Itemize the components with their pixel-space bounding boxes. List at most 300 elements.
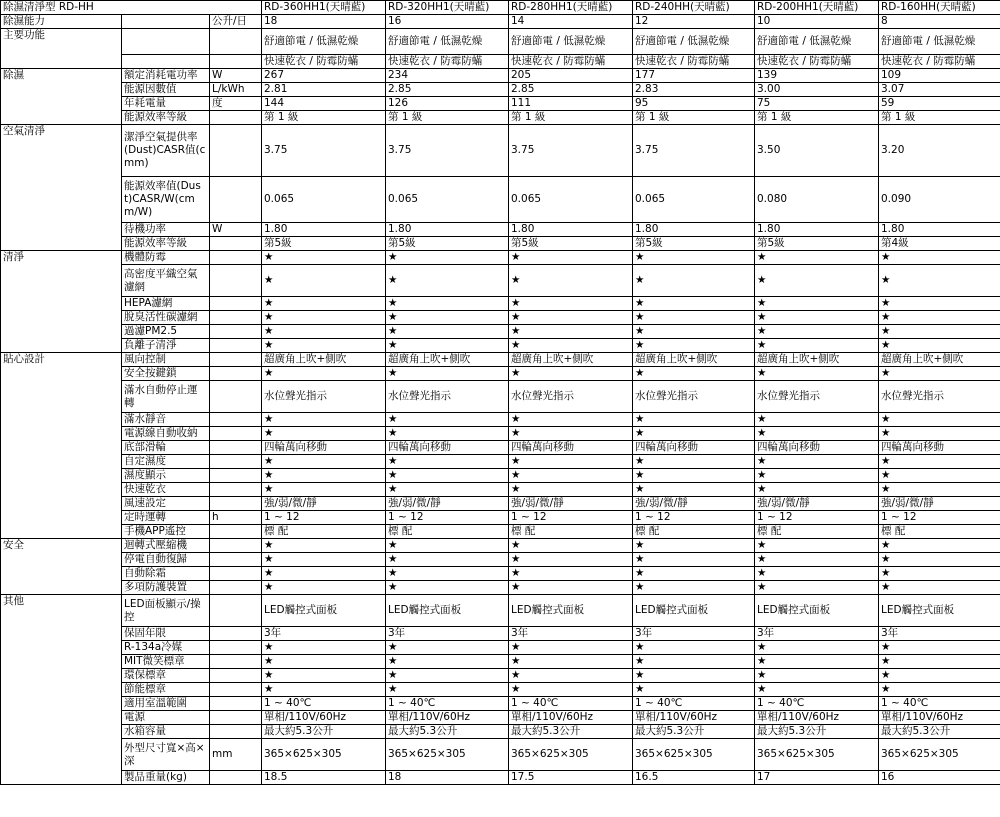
unit-cell: h xyxy=(210,511,262,525)
item-cell: 額定消耗電功率 xyxy=(122,69,210,83)
value-cell: 1 ~ 40℃ xyxy=(509,697,633,711)
value-cell: ★ xyxy=(879,567,1000,581)
value-cell: 365×625×305 xyxy=(509,739,633,771)
value-cell: 第 1 級 xyxy=(633,111,755,125)
value-cell: 四輪萬向移動 xyxy=(262,441,386,455)
value-cell: 第 1 級 xyxy=(386,111,509,125)
item-cell: 負離子清淨 xyxy=(122,339,210,353)
value-cell: ★ xyxy=(755,683,879,697)
value-cell: 3年 xyxy=(509,627,633,641)
value-cell: 2.85 xyxy=(386,83,509,97)
spec-row xyxy=(1,627,1000,641)
item-cell: 水箱容量 xyxy=(122,725,210,739)
item-cell: 濕度顯示 xyxy=(122,469,210,483)
value-cell: ★ xyxy=(262,325,386,339)
value-cell: ★ xyxy=(386,367,509,381)
category-cell: 空氣清淨 xyxy=(1,125,122,251)
value-cell: 第5級 xyxy=(633,237,755,251)
spec-row xyxy=(1,581,1000,595)
value-cell: 16.5 xyxy=(633,771,755,785)
unit-cell xyxy=(210,455,262,469)
value-cell: ★ xyxy=(386,251,509,265)
value-cell: ★ xyxy=(509,581,633,595)
item-cell: 年耗電量 xyxy=(122,97,210,111)
value-cell: 3.75 xyxy=(262,125,386,177)
unit-cell xyxy=(210,539,262,553)
value-cell: 第 1 級 xyxy=(879,111,1000,125)
value-cell: 365×625×305 xyxy=(879,739,1000,771)
value-cell: 單相/110V/60Hz xyxy=(509,711,633,725)
item-cell: 自定濕度 xyxy=(122,455,210,469)
model-header: RD-320HH1(天晴藍) xyxy=(386,1,509,15)
spec-row xyxy=(1,125,1000,177)
value-cell: 3.07 xyxy=(879,83,1000,97)
unit-cell xyxy=(210,29,262,55)
value-cell: ★ xyxy=(879,581,1000,595)
unit-cell xyxy=(210,771,262,785)
item-cell: HEPA濾網 xyxy=(122,297,210,311)
spec-row xyxy=(1,55,1000,69)
spec-row xyxy=(1,29,1000,55)
value-cell: 超廣角上吹+側吹 xyxy=(509,353,633,367)
header-row xyxy=(1,1,1000,15)
value-cell: ★ xyxy=(633,669,755,683)
item-cell: 脫臭活性碳濾網 xyxy=(122,311,210,325)
value-cell: ★ xyxy=(386,641,509,655)
unit-cell xyxy=(210,483,262,497)
value-cell: ★ xyxy=(879,265,1000,297)
value-cell: 快速乾衣 / 防霉防蟎 xyxy=(879,55,1000,69)
spec-row xyxy=(1,697,1000,711)
value-cell: ★ xyxy=(879,641,1000,655)
spec-row xyxy=(1,483,1000,497)
value-cell: ★ xyxy=(633,251,755,265)
spec-row xyxy=(1,655,1000,669)
value-cell: 超廣角上吹+側吹 xyxy=(262,353,386,367)
value-cell: LED觸控式面板 xyxy=(509,595,633,627)
value-cell: 舒適節電 / 低濕乾燥 xyxy=(509,29,633,55)
value-cell: ★ xyxy=(755,669,879,683)
value-cell: 0.090 xyxy=(879,177,1000,223)
unit-cell xyxy=(210,237,262,251)
value-cell: ★ xyxy=(633,265,755,297)
value-cell: ★ xyxy=(386,427,509,441)
value-cell: 1 ~ 12 xyxy=(879,511,1000,525)
unit-cell xyxy=(210,353,262,367)
value-cell: ★ xyxy=(633,339,755,353)
value-cell: 最大約5.3公升 xyxy=(633,725,755,739)
value-cell: 1 ~ 12 xyxy=(509,511,633,525)
unit-cell xyxy=(210,177,262,223)
value-cell: ★ xyxy=(879,469,1000,483)
value-cell: 舒適節電 / 低濕乾燥 xyxy=(262,29,386,55)
value-cell: ★ xyxy=(509,469,633,483)
value-cell: 第5級 xyxy=(755,237,879,251)
spec-row xyxy=(1,455,1000,469)
item-cell: MIT微笑標章 xyxy=(122,655,210,669)
spec-row xyxy=(1,539,1000,553)
unit-cell xyxy=(210,441,262,455)
item-cell: 能源效率等級 xyxy=(122,237,210,251)
value-cell: 水位聲光指示 xyxy=(262,381,386,413)
value-cell: ★ xyxy=(633,325,755,339)
value-cell: ★ xyxy=(262,251,386,265)
item-cell: 能源效率等級 xyxy=(122,111,210,125)
value-cell: ★ xyxy=(509,413,633,427)
value-cell: 3.75 xyxy=(509,125,633,177)
item-cell xyxy=(122,29,210,55)
unit-cell xyxy=(210,413,262,427)
spec-row xyxy=(1,223,1000,237)
value-cell: 超廣角上吹+側吹 xyxy=(755,353,879,367)
value-cell: ★ xyxy=(262,553,386,567)
unit-cell xyxy=(210,553,262,567)
spec-row xyxy=(1,69,1000,83)
spec-row xyxy=(1,15,1000,29)
value-cell: 水位聲光指示 xyxy=(633,381,755,413)
value-cell: ★ xyxy=(633,553,755,567)
value-cell: 強/弱/微/靜 xyxy=(755,497,879,511)
value-cell: ★ xyxy=(386,655,509,669)
value-cell: ★ xyxy=(755,413,879,427)
value-cell: 17.5 xyxy=(509,771,633,785)
value-cell: 最大約5.3公升 xyxy=(386,725,509,739)
category-cell: 安全 xyxy=(1,539,122,595)
spec-row xyxy=(1,511,1000,525)
unit-cell xyxy=(210,655,262,669)
value-cell: LED觸控式面板 xyxy=(386,595,509,627)
value-cell: ★ xyxy=(386,539,509,553)
value-cell: ★ xyxy=(262,455,386,469)
value-cell: ★ xyxy=(633,367,755,381)
value-cell: ★ xyxy=(509,297,633,311)
spec-row xyxy=(1,97,1000,111)
value-cell: 17 xyxy=(755,771,879,785)
value-cell: ★ xyxy=(633,427,755,441)
value-cell: 267 xyxy=(262,69,386,83)
item-cell: 製品重量(kg) xyxy=(122,771,210,785)
value-cell: 標 配 xyxy=(509,525,633,539)
item-cell: 電源 xyxy=(122,711,210,725)
value-cell: 四輪萬向移動 xyxy=(386,441,509,455)
item-cell: 高密度平織空氣濾網 xyxy=(122,265,210,297)
value-cell: ★ xyxy=(262,297,386,311)
value-cell: 1 ~ 12 xyxy=(755,511,879,525)
item-cell: 手機APP遙控 xyxy=(122,525,210,539)
unit-cell xyxy=(210,567,262,581)
unit-cell xyxy=(210,297,262,311)
value-cell: 2.85 xyxy=(509,83,633,97)
unit-cell: mm xyxy=(210,739,262,771)
value-cell: 1.80 xyxy=(509,223,633,237)
value-cell: ★ xyxy=(755,567,879,581)
value-cell: 四輪萬向移動 xyxy=(879,441,1000,455)
spec-row xyxy=(1,497,1000,511)
unit-cell xyxy=(210,669,262,683)
value-cell: ★ xyxy=(633,469,755,483)
spec-row xyxy=(1,469,1000,483)
value-cell: ★ xyxy=(262,311,386,325)
value-cell: ★ xyxy=(509,325,633,339)
item-cell: 節能標章 xyxy=(122,683,210,697)
value-cell: 1.80 xyxy=(879,223,1000,237)
value-cell: 177 xyxy=(633,69,755,83)
spec-row xyxy=(1,711,1000,725)
item-cell: 快速乾衣 xyxy=(122,483,210,497)
value-cell: ★ xyxy=(879,413,1000,427)
unit-cell xyxy=(210,265,262,297)
value-cell: 1.80 xyxy=(755,223,879,237)
value-cell: 1 ~ 12 xyxy=(386,511,509,525)
value-cell: 單相/110V/60Hz xyxy=(262,711,386,725)
unit-cell xyxy=(210,311,262,325)
spec-row xyxy=(1,567,1000,581)
unit-cell xyxy=(210,711,262,725)
item-cell: 保固年限 xyxy=(122,627,210,641)
value-cell: 75 xyxy=(755,97,879,111)
unit-cell xyxy=(210,469,262,483)
value-cell: 最大約5.3公升 xyxy=(509,725,633,739)
value-cell: ★ xyxy=(879,339,1000,353)
value-cell: ★ xyxy=(633,413,755,427)
value-cell: ★ xyxy=(509,455,633,469)
value-cell: ★ xyxy=(879,455,1000,469)
value-cell: ★ xyxy=(509,641,633,655)
value-cell: ★ xyxy=(386,567,509,581)
spec-row xyxy=(1,339,1000,353)
value-cell: 舒適節電 / 低濕乾燥 xyxy=(386,29,509,55)
value-cell: ★ xyxy=(879,325,1000,339)
value-cell: 3年 xyxy=(633,627,755,641)
value-cell: ★ xyxy=(755,367,879,381)
value-cell: 標 配 xyxy=(633,525,755,539)
unit-cell xyxy=(210,339,262,353)
value-cell: 舒適節電 / 低濕乾燥 xyxy=(879,29,1000,55)
item-cell: R-134a冷媒 xyxy=(122,641,210,655)
value-cell: 1.80 xyxy=(633,223,755,237)
value-cell: 單相/110V/60Hz xyxy=(879,711,1000,725)
spec-row xyxy=(1,265,1000,297)
value-cell: ★ xyxy=(509,311,633,325)
item-cell: 滿水自動停止運轉 xyxy=(122,381,210,413)
spec-row xyxy=(1,771,1000,785)
value-cell: ★ xyxy=(386,581,509,595)
value-cell: 強/弱/微/靜 xyxy=(879,497,1000,511)
value-cell: ★ xyxy=(262,265,386,297)
value-cell: 10 xyxy=(755,15,879,29)
model-header: RD-160HH(天晴藍) xyxy=(879,1,1000,15)
value-cell: 單相/110V/60Hz xyxy=(633,711,755,725)
unit-cell: 公升/日 xyxy=(210,15,262,29)
value-cell: ★ xyxy=(633,567,755,581)
unit-cell xyxy=(210,725,262,739)
value-cell: ★ xyxy=(509,683,633,697)
value-cell: ★ xyxy=(755,339,879,353)
unit-cell xyxy=(210,627,262,641)
model-header: RD-280HH1(天晴藍) xyxy=(509,1,633,15)
value-cell: LED觸控式面板 xyxy=(633,595,755,627)
value-cell: 126 xyxy=(386,97,509,111)
value-cell: 2.81 xyxy=(262,83,386,97)
value-cell: 舒適節電 / 低濕乾燥 xyxy=(755,29,879,55)
category-cell: 除濕能力 xyxy=(1,15,122,29)
value-cell: ★ xyxy=(755,469,879,483)
value-cell: 最大約5.3公升 xyxy=(262,725,386,739)
value-cell: 水位聲光指示 xyxy=(755,381,879,413)
value-cell: 3.50 xyxy=(755,125,879,177)
unit-cell xyxy=(210,525,262,539)
unit-cell xyxy=(210,111,262,125)
value-cell: ★ xyxy=(879,539,1000,553)
unit-cell xyxy=(210,697,262,711)
value-cell: 快速乾衣 / 防霉防蟎 xyxy=(262,55,386,69)
unit-cell xyxy=(210,683,262,697)
item-cell: 風速設定 xyxy=(122,497,210,511)
value-cell: 1.80 xyxy=(262,223,386,237)
value-cell: 3年 xyxy=(879,627,1000,641)
value-cell: 最大約5.3公升 xyxy=(755,725,879,739)
value-cell: ★ xyxy=(386,413,509,427)
value-cell: 1 ~ 40℃ xyxy=(879,697,1000,711)
value-cell: 第5級 xyxy=(509,237,633,251)
value-cell: 205 xyxy=(509,69,633,83)
unit-cell xyxy=(210,497,262,511)
item-cell: 底部滑輪 xyxy=(122,441,210,455)
item-cell: 迴轉式壓縮機 xyxy=(122,539,210,553)
value-cell: ★ xyxy=(879,669,1000,683)
unit-cell: W xyxy=(210,223,262,237)
value-cell: 標 配 xyxy=(879,525,1000,539)
value-cell: 95 xyxy=(633,97,755,111)
value-cell: 234 xyxy=(386,69,509,83)
spec-row xyxy=(1,311,1000,325)
value-cell: 0.065 xyxy=(633,177,755,223)
value-cell: 單相/110V/60Hz xyxy=(386,711,509,725)
value-cell: 14 xyxy=(509,15,633,29)
value-cell: 第 1 級 xyxy=(755,111,879,125)
value-cell: 365×625×305 xyxy=(386,739,509,771)
item-cell: 風向控制 xyxy=(122,353,210,367)
value-cell: 快速乾衣 / 防霉防蟎 xyxy=(633,55,755,69)
value-cell: ★ xyxy=(386,265,509,297)
value-cell: ★ xyxy=(633,581,755,595)
spec-row xyxy=(1,413,1000,427)
value-cell: ★ xyxy=(755,311,879,325)
value-cell: ★ xyxy=(755,427,879,441)
model-header: RD-240HH(天晴藍) xyxy=(633,1,755,15)
value-cell: ★ xyxy=(879,251,1000,265)
value-cell: ★ xyxy=(879,367,1000,381)
unit-cell xyxy=(210,325,262,339)
value-cell: ★ xyxy=(262,427,386,441)
value-cell: 強/弱/微/靜 xyxy=(633,497,755,511)
value-cell: 第5級 xyxy=(386,237,509,251)
item-cell: 電源線自動收納 xyxy=(122,427,210,441)
value-cell: 365×625×305 xyxy=(755,739,879,771)
spec-row xyxy=(1,251,1000,265)
value-cell: ★ xyxy=(633,683,755,697)
value-cell: 四輪萬向移動 xyxy=(755,441,879,455)
spec-row xyxy=(1,427,1000,441)
value-cell: 強/弱/微/靜 xyxy=(509,497,633,511)
value-cell: ★ xyxy=(879,553,1000,567)
item-cell xyxy=(122,15,210,29)
value-cell: 365×625×305 xyxy=(633,739,755,771)
value-cell: ★ xyxy=(262,339,386,353)
value-cell: 18 xyxy=(262,15,386,29)
category-cell: 主要功能 xyxy=(1,29,122,69)
value-cell: ★ xyxy=(509,483,633,497)
value-cell: ★ xyxy=(509,367,633,381)
category-cell: 其他 xyxy=(1,595,122,785)
value-cell: ★ xyxy=(879,427,1000,441)
value-cell: 快速乾衣 / 防霉防蟎 xyxy=(386,55,509,69)
value-cell: 0.065 xyxy=(509,177,633,223)
value-cell: 109 xyxy=(879,69,1000,83)
value-cell: ★ xyxy=(262,567,386,581)
value-cell: 強/弱/微/靜 xyxy=(262,497,386,511)
spec-row xyxy=(1,725,1000,739)
spec-row xyxy=(1,367,1000,381)
spec-row xyxy=(1,381,1000,413)
item-cell: 自動除霜 xyxy=(122,567,210,581)
value-cell: 3.75 xyxy=(386,125,509,177)
value-cell: LED觸控式面板 xyxy=(755,595,879,627)
value-cell: 1 ~ 40℃ xyxy=(755,697,879,711)
item-cell: LED面板顯示/操控 xyxy=(122,595,210,627)
value-cell: 59 xyxy=(879,97,1000,111)
value-cell: 單相/110V/60Hz xyxy=(755,711,879,725)
item-cell: 定時運轉 xyxy=(122,511,210,525)
item-cell: 潔淨空氣提供率(Dust)CASR值(cmm) xyxy=(122,125,210,177)
value-cell: ★ xyxy=(262,655,386,669)
item-cell: 環保標章 xyxy=(122,669,210,683)
value-cell: 365×625×305 xyxy=(262,739,386,771)
value-cell: ★ xyxy=(262,469,386,483)
spec-row xyxy=(1,177,1000,223)
value-cell: 3年 xyxy=(386,627,509,641)
spec-row xyxy=(1,683,1000,697)
unit-cell xyxy=(210,641,262,655)
spec-row xyxy=(1,111,1000,125)
value-cell: ★ xyxy=(386,297,509,311)
value-cell: 超廣角上吹+側吹 xyxy=(633,353,755,367)
value-cell: ★ xyxy=(386,683,509,697)
value-cell: ★ xyxy=(262,641,386,655)
unit-cell xyxy=(210,581,262,595)
unit-cell xyxy=(210,251,262,265)
value-cell: 0.065 xyxy=(386,177,509,223)
value-cell: 144 xyxy=(262,97,386,111)
value-cell: 水位聲光指示 xyxy=(879,381,1000,413)
category-cell: 清淨 xyxy=(1,251,122,353)
value-cell: ★ xyxy=(879,655,1000,669)
value-cell: ★ xyxy=(509,339,633,353)
value-cell: ★ xyxy=(509,567,633,581)
value-cell: ★ xyxy=(509,669,633,683)
value-cell: 快速乾衣 / 防霉防蟎 xyxy=(509,55,633,69)
value-cell: 3年 xyxy=(262,627,386,641)
value-cell: ★ xyxy=(386,553,509,567)
value-cell: 1.80 xyxy=(386,223,509,237)
item-cell: 能源因數值 xyxy=(122,83,210,97)
item-cell: 機體防霉 xyxy=(122,251,210,265)
value-cell: ★ xyxy=(633,539,755,553)
spec-row xyxy=(1,325,1000,339)
value-cell: ★ xyxy=(386,311,509,325)
item-cell: 能源效率值(Dust)CASR/W(cmm/W) xyxy=(122,177,210,223)
value-cell: 2.83 xyxy=(633,83,755,97)
